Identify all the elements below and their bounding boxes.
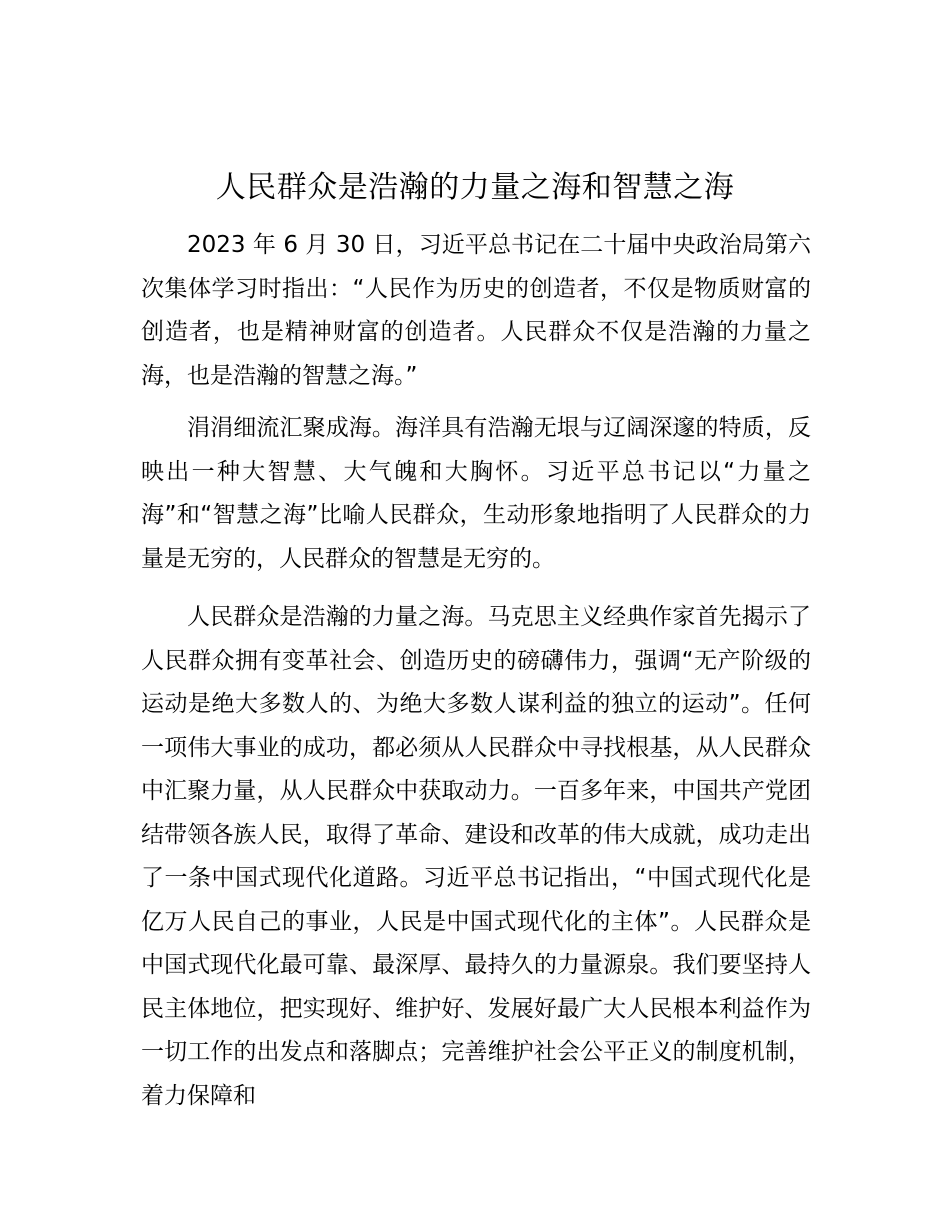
paragraph-2: 涓涓细流汇聚成海。海洋具有浩瀚无垠与辽阔深邃的特质，反映出一种大智慧、大气魄和大胸怀。习近平总书记以“力量之海”和“智慧之海”比喻人民群众，生动形象地指明了人民群众的力量是无穷的，人民群众的智慧是无穷的。 — [141, 415, 811, 572]
document-title: 人民群众是浩瀚的力量之海和智慧之海 — [215, 170, 735, 205]
paragraph-3: 人民群众是浩瀚的力量之海。马克思主义经典作家首先揭示了人民群众拥有变革社会、创造历史的磅礴伟力，强调“无产阶级的运动是绝大多数人的、为绝大多数人谋利益的独立的运动”。任何一项伟大事业的成功，都必须从人民群众中寻找根基，从人民群众中汇聚力量，从人民群众中获取动力。一百多年来，中国共产党团结带领各族人民，取得了革命、建设和改革的伟大成就，成功走出了一条中国式现代化道路。习近平总书记指出，“中国式现代化是亿万人民自己的事业，人民是中国式现代化的主体”。人民群众是中国式现代化最可靠、最深厚、最持久的力量源泉。我们要坚持人民主体地位，把实现好、维护好、发展好最广大人民根本利益作为一切工作的出发点和落脚点；完善维护社会公平正义的制度机制，着力保障和 — [141, 604, 811, 1109]
document-body — [141, 224, 811, 1127]
paragraph-1: 2023 年 6 月 30 日，习近平总书记在二十届中央政治局第六次集体学习时指出：“人民作为历史的创造者，不仅是物质财富的创造者，也是精神财富的创造者。人民群众不仅是浩瀚的力量之海，也是浩瀚的智慧之海。” — [141, 232, 811, 389]
